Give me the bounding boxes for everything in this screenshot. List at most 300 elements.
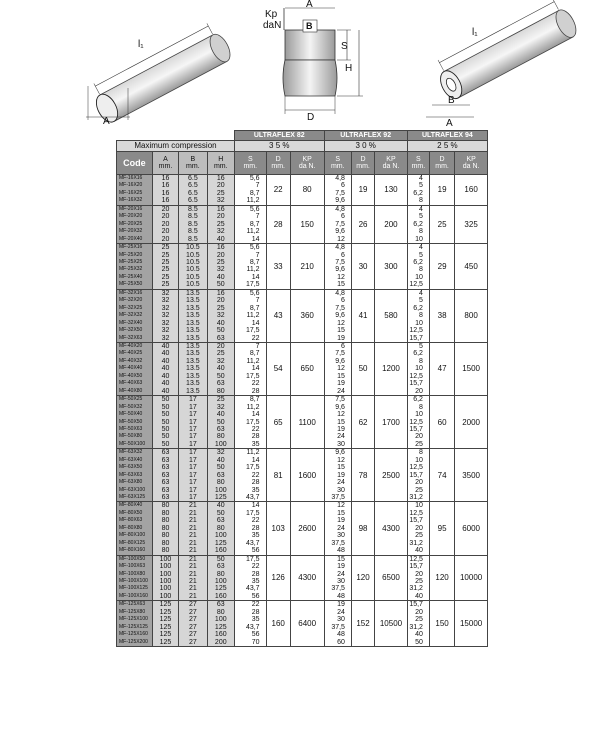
h-values-line: 25 xyxy=(216,396,225,404)
s-values-82 xyxy=(234,396,266,449)
s-values-82-line: 17,5 xyxy=(245,509,260,517)
s-values-82-line: 5,6 xyxy=(249,205,260,213)
kp-value-92: 300 xyxy=(375,244,408,290)
table-row xyxy=(117,601,488,647)
b-values-line: 17 xyxy=(188,479,197,487)
s-values-92-line: 48 xyxy=(337,592,345,600)
s-values-92-line: 19 xyxy=(337,563,345,571)
s-values-94-line: 6,2 xyxy=(413,350,423,358)
a-values-line: 80 xyxy=(161,539,170,547)
s-values-94-line: 8 xyxy=(419,266,423,274)
header-s-82: S mm. xyxy=(234,152,266,175)
s-values-94-line: 15,7 xyxy=(409,334,423,342)
kp-value-82: 80 xyxy=(290,175,324,206)
s-values-82 xyxy=(234,449,266,502)
kp-value-92: 580 xyxy=(375,289,408,342)
b-values-line: 21 xyxy=(188,555,197,563)
s-values-94 xyxy=(407,396,429,449)
b-values xyxy=(179,449,207,502)
s-values-94-line: 10 xyxy=(415,502,423,510)
code-list xyxy=(117,289,153,342)
b-values-line: 13.5 xyxy=(186,350,200,358)
code-list-line: MF-32X32 xyxy=(119,312,143,319)
b-values-line: 10.5 xyxy=(186,251,200,259)
table-row xyxy=(117,502,488,555)
s-values-94-line: 15,7 xyxy=(409,563,423,571)
s-values-92-line: 6 xyxy=(341,251,345,259)
s-values-92-line: 9,6 xyxy=(335,228,345,236)
s-values-94-line: 10 xyxy=(415,365,423,373)
b-values-line: 27 xyxy=(188,601,197,609)
code-list-line: MF-80X40 xyxy=(119,502,143,509)
a-values-line: 32 xyxy=(161,327,170,335)
a-values-line: 16 xyxy=(161,182,170,190)
kp-value-82: 6400 xyxy=(290,601,324,647)
header-d-94: D mm. xyxy=(429,152,454,175)
s-values-94 xyxy=(407,289,429,342)
code-list-line: MF-16X25 xyxy=(119,189,143,196)
kp-value-94: 3500 xyxy=(455,449,488,502)
s-values-94-line: 6,2 xyxy=(413,304,423,312)
s-values-92-line: 12 xyxy=(337,319,345,327)
s-values-82-line: 14 xyxy=(251,411,260,419)
code-list xyxy=(117,601,153,647)
s-values-94-line: 5 xyxy=(419,182,423,190)
h-values-line: 32 xyxy=(216,403,225,411)
s-values-94-line: 10 xyxy=(415,235,423,243)
s-values-92 xyxy=(324,205,351,243)
code-list xyxy=(117,175,153,206)
label-dan: daN xyxy=(263,20,282,31)
d-value-82: 54 xyxy=(266,342,290,395)
code-list-line: MF-100X125 xyxy=(119,585,148,592)
s-values-82-line: 5,6 xyxy=(249,175,260,182)
h-values-line: 63 xyxy=(216,601,225,609)
code-list-line: MF-80X50 xyxy=(119,509,143,516)
s-values-82 xyxy=(234,502,266,555)
code-list-line: MF-125X125 xyxy=(119,623,148,630)
s-values-92-line: 9,6 xyxy=(335,312,345,320)
h-values xyxy=(207,601,234,647)
label-a-left: A xyxy=(103,116,110,127)
s-values-94-line: 20 xyxy=(415,608,423,616)
s-values-94-line: 12,5 xyxy=(409,281,423,289)
s-values-82-line: 14 xyxy=(251,235,260,243)
a-values-line: 20 xyxy=(161,205,170,213)
a-values-line: 25 xyxy=(161,251,170,259)
header-code: Code xyxy=(117,152,153,175)
a-values-line: 25 xyxy=(161,258,170,266)
compression-82: 3 5 % xyxy=(234,141,324,152)
s-values-92-line: 4,8 xyxy=(335,244,345,252)
table-row xyxy=(117,205,488,243)
b-values-line: 13.5 xyxy=(186,289,200,297)
code-list-line: MF-32X40 xyxy=(119,319,143,326)
s-values-82-line: 28 xyxy=(251,608,260,616)
s-values-94-line: 8 xyxy=(419,312,423,320)
b-values-line: 10.5 xyxy=(186,266,200,274)
h-values-line: 40 xyxy=(216,502,225,510)
b-values xyxy=(179,555,207,601)
a-values xyxy=(152,175,178,206)
s-values-94-line: 40 xyxy=(415,547,423,555)
d-value-92: 78 xyxy=(351,449,374,502)
code-list-line: MF-125X200 xyxy=(119,638,148,645)
s-values-92 xyxy=(324,601,351,647)
s-values-94-line: 6,2 xyxy=(413,258,423,266)
s-values-92-line: 37,5 xyxy=(331,539,345,547)
s-values-92-line: 24 xyxy=(337,433,345,441)
s-values-82-line: 56 xyxy=(251,547,260,555)
s-values-92-line: 12 xyxy=(337,456,345,464)
code-list-line: MF-50X50 xyxy=(119,418,143,425)
s-values-92-line: 12 xyxy=(337,411,345,419)
d-value-92: 30 xyxy=(351,244,374,290)
s-values-82-line: 35 xyxy=(251,578,260,586)
b-values-line: 6.5 xyxy=(187,175,198,182)
h-values-line: 20 xyxy=(216,297,225,305)
s-values-82 xyxy=(234,244,266,290)
b-values xyxy=(179,396,207,449)
a-values-line: 50 xyxy=(161,403,170,411)
b-values-line: 13.5 xyxy=(186,319,200,327)
s-values-92-line: 24 xyxy=(337,479,345,487)
code-list-line: MF-125X63 xyxy=(119,601,146,608)
h-values-line: 40 xyxy=(216,235,225,243)
a-values xyxy=(152,502,178,555)
kp-value-92: 1200 xyxy=(375,342,408,395)
b-values xyxy=(179,502,207,555)
a-values-line: 80 xyxy=(161,509,170,517)
kp-value-94: 450 xyxy=(455,244,488,290)
b-values-line: 6.5 xyxy=(187,182,198,190)
s-values-94-line: 31,2 xyxy=(409,494,423,502)
a-values-line: 32 xyxy=(161,289,170,297)
b-values-line: 17 xyxy=(188,494,197,502)
b-values xyxy=(179,601,207,647)
d-value-82: 103 xyxy=(266,502,290,555)
s-values-94-line: 12,5 xyxy=(409,327,423,335)
kp-value-82: 1600 xyxy=(290,449,324,502)
b-values xyxy=(179,205,207,243)
code-list-line: MF-50X32 xyxy=(119,403,143,410)
s-values-82 xyxy=(234,601,266,647)
code-list-line: MF-63X100 xyxy=(119,486,146,493)
s-values-82-line: 8,7 xyxy=(249,304,260,312)
d-value-92: 62 xyxy=(351,396,374,449)
b-values-line: 13.5 xyxy=(186,380,200,388)
s-values-92-line: 7,5 xyxy=(335,350,345,358)
figure-block-middle xyxy=(255,0,395,128)
b-values-line: 13.5 xyxy=(186,357,200,365)
b-values xyxy=(179,175,207,206)
h-values xyxy=(207,502,234,555)
h-values-line: 50 xyxy=(216,464,225,472)
kp-value-82: 4300 xyxy=(290,555,324,601)
s-values-82-line: 35 xyxy=(251,440,260,448)
code-list-line: MF-100X63 xyxy=(119,563,146,570)
h-values-line: 125 xyxy=(214,623,227,631)
code-list-line: MF-80X125 xyxy=(119,539,146,546)
label-b-middle: B xyxy=(306,21,313,31)
s-values-82-line: 11,2 xyxy=(246,266,260,274)
label-l-right: l₁ xyxy=(472,27,478,38)
s-values-94 xyxy=(407,175,429,206)
a-values-line: 16 xyxy=(161,175,170,182)
b-values-line: 21 xyxy=(188,502,197,510)
b-values-line: 17 xyxy=(188,403,197,411)
s-values-94-line: 10 xyxy=(415,273,423,281)
b-values-line: 21 xyxy=(188,547,197,555)
b-values-line: 10.5 xyxy=(186,244,200,252)
s-values-94-line: 20 xyxy=(415,433,423,441)
h-values-line: 160 xyxy=(214,631,227,639)
h-values-line: 100 xyxy=(214,578,227,586)
a-values-line: 80 xyxy=(161,547,170,555)
s-values-82-line: 17,5 xyxy=(245,555,260,563)
s-values-94 xyxy=(407,449,429,502)
s-values-82-line: 8,7 xyxy=(249,350,260,358)
b-values-line: 13.5 xyxy=(186,327,200,335)
a-values-line: 125 xyxy=(159,608,172,616)
s-values-94-line: 40 xyxy=(415,592,423,600)
a-values-line: 125 xyxy=(159,601,172,609)
s-values-94 xyxy=(407,342,429,395)
h-values-line: 40 xyxy=(216,365,225,373)
d-value-82: 43 xyxy=(266,289,290,342)
b-values-line: 17 xyxy=(188,425,197,433)
table-row xyxy=(117,342,488,395)
kp-value-94: 6000 xyxy=(455,502,488,555)
s-values-82-line: 5,6 xyxy=(249,244,260,252)
h-values-line: 25 xyxy=(216,258,225,266)
a-values-line: 63 xyxy=(161,456,170,464)
h-values-line: 32 xyxy=(216,197,225,205)
a-values xyxy=(152,205,178,243)
a-values xyxy=(152,555,178,601)
label-l-left: l₁ xyxy=(138,39,144,50)
a-values-line: 125 xyxy=(159,616,172,624)
kp-value-82: 210 xyxy=(290,244,324,290)
h-values-line: 100 xyxy=(214,616,227,624)
s-values-94-line: 20 xyxy=(415,479,423,487)
figure-cylinder-right xyxy=(410,0,600,128)
code-list-line: MF-16X32 xyxy=(119,197,143,204)
code-list-line: MF-125X160 xyxy=(119,631,148,638)
kp-value-94: 1500 xyxy=(455,342,488,395)
d-value-94: 60 xyxy=(429,396,454,449)
s-values-94-line: 4 xyxy=(419,244,423,252)
b-values-line: 8.5 xyxy=(187,205,198,213)
a-values-line: 16 xyxy=(161,189,170,197)
a-values-line: 50 xyxy=(161,411,170,419)
s-values-94-line: 8 xyxy=(419,357,423,365)
code-list-line: MF-50X40 xyxy=(119,411,143,418)
h-values xyxy=(207,175,234,206)
s-values-94-line: 31,2 xyxy=(409,623,423,631)
s-values-94-line: 12,5 xyxy=(409,418,423,426)
h-values-line: 50 xyxy=(216,418,225,426)
s-values-94-line: 15,7 xyxy=(409,471,423,479)
label-a-right: A xyxy=(446,118,453,128)
a-values-line: 20 xyxy=(161,220,170,228)
code-list-line: MF-25X20 xyxy=(119,251,143,258)
b-values-line: 27 xyxy=(188,638,197,646)
a-values-line: 125 xyxy=(159,623,172,631)
s-values-94-line: 6,2 xyxy=(413,220,423,228)
a-values-line: 32 xyxy=(161,312,170,320)
s-values-92 xyxy=(324,342,351,395)
header-d-82: D mm. xyxy=(266,152,290,175)
h-values-line: 80 xyxy=(216,524,225,532)
b-values-line: 27 xyxy=(188,608,197,616)
s-values-82-line: 14 xyxy=(251,456,260,464)
b-values-line: 21 xyxy=(188,585,197,593)
s-values-92-line: 12 xyxy=(337,365,345,373)
b-values-line: 21 xyxy=(188,509,197,517)
kp-value-94: 800 xyxy=(455,289,488,342)
h-values xyxy=(207,555,234,601)
s-values-94 xyxy=(407,555,429,601)
s-values-94-line: 20 xyxy=(415,524,423,532)
a-values-line: 100 xyxy=(159,555,172,563)
spec-table-container xyxy=(116,130,488,647)
code-list-line: MF-40X80 xyxy=(119,387,143,394)
s-values-82-line: 8,7 xyxy=(249,258,260,266)
s-values-94 xyxy=(407,244,429,290)
s-values-92 xyxy=(324,244,351,290)
a-values-line: 125 xyxy=(159,631,172,639)
s-values-94-line: 8 xyxy=(419,403,423,411)
s-values-82-line: 28 xyxy=(251,479,260,487)
s-values-92-line: 7,5 xyxy=(335,304,345,312)
h-values-line: 80 xyxy=(216,570,225,578)
d-value-94: 19 xyxy=(429,175,454,206)
h-values xyxy=(207,342,234,395)
code-list-line: MF-80X100 xyxy=(119,532,146,539)
s-values-92-line: 9,6 xyxy=(335,357,345,365)
s-values-94-line: 15,7 xyxy=(409,601,423,609)
code-list-line: MF-20X40 xyxy=(119,235,143,242)
h-values-line: 63 xyxy=(216,471,225,479)
s-values-82 xyxy=(234,175,266,206)
b-values-line: 21 xyxy=(188,570,197,578)
a-values xyxy=(152,396,178,449)
s-values-94-line: 12,5 xyxy=(409,372,423,380)
d-value-92: 120 xyxy=(351,555,374,601)
s-values-92-line: 15 xyxy=(337,372,345,380)
a-values-line: 40 xyxy=(161,372,170,380)
header-s-94: S mm. xyxy=(407,152,429,175)
label-h: H xyxy=(345,63,353,74)
code-list-line: MF-100X50 xyxy=(119,555,146,562)
s-values-82-line: 17,5 xyxy=(245,281,260,289)
b-values-line: 10.5 xyxy=(186,281,200,289)
b-values xyxy=(179,244,207,290)
product-ultraflex-82: ULTRAFLEX 82 xyxy=(234,131,324,141)
a-values-line: 16 xyxy=(161,197,170,205)
s-values-92-line: 9,6 xyxy=(335,449,345,457)
code-list xyxy=(117,205,153,243)
s-values-92-line: 9,6 xyxy=(335,403,345,411)
s-values-82-line: 35 xyxy=(251,616,260,624)
h-values-line: 25 xyxy=(216,220,225,228)
d-value-82: 28 xyxy=(266,205,290,243)
h-values-line: 32 xyxy=(216,312,225,320)
a-values-line: 20 xyxy=(161,235,170,243)
s-values-92 xyxy=(324,289,351,342)
h-values-line: 200 xyxy=(214,638,227,646)
s-values-82-line: 14 xyxy=(251,365,260,373)
kp-value-82: 150 xyxy=(290,205,324,243)
kp-value-82: 1100 xyxy=(290,396,324,449)
h-values-line: 50 xyxy=(216,281,225,289)
h-values-line: 16 xyxy=(216,175,225,182)
b-values-line: 27 xyxy=(188,616,197,624)
kp-value-94: 325 xyxy=(455,205,488,243)
s-values-92-line: 15 xyxy=(337,509,345,517)
b-values-line: 17 xyxy=(188,449,197,457)
s-values-94-line: 25 xyxy=(415,578,423,586)
s-values-94-line: 25 xyxy=(415,486,423,494)
h-values xyxy=(207,244,234,290)
b-values-line: 13.5 xyxy=(186,304,200,312)
code-list-line: MF-40X63 xyxy=(119,380,143,387)
a-values-line: 80 xyxy=(161,517,170,525)
s-values-94-line: 10 xyxy=(415,456,423,464)
a-values-line: 40 xyxy=(161,380,170,388)
b-values-line: 27 xyxy=(188,623,197,631)
kp-value-92: 1700 xyxy=(375,396,408,449)
label-d: D xyxy=(307,112,315,123)
s-values-82-line: 22 xyxy=(251,425,260,433)
b-values-line: 17 xyxy=(188,418,197,426)
code-list-line: MF-100X100 xyxy=(119,578,148,585)
s-values-94-line: 12,5 xyxy=(409,509,423,517)
h-values-line: 25 xyxy=(216,304,225,312)
code-list-line: MF-25X40 xyxy=(119,273,143,280)
code-list-line: MF-40X20 xyxy=(119,342,143,349)
d-value-94: 95 xyxy=(429,502,454,555)
b-values-line: 17 xyxy=(188,396,197,404)
code-list-line: MF-63X50 xyxy=(119,464,143,471)
s-values-82-line: 43,7 xyxy=(245,494,260,502)
header-h: H mm. xyxy=(207,152,234,175)
s-values-92-line: 24 xyxy=(337,570,345,578)
s-values-92-line: 12 xyxy=(337,235,345,243)
s-values-92-line: 7,5 xyxy=(335,189,345,197)
d-value-82: 81 xyxy=(266,449,290,502)
s-values-94-line: 40 xyxy=(415,631,423,639)
s-values-92-line: 9,6 xyxy=(335,197,345,205)
h-values-line: 125 xyxy=(214,494,227,502)
a-values-line: 50 xyxy=(161,418,170,426)
s-values-92-line: 6 xyxy=(341,182,345,190)
a-values-line: 100 xyxy=(159,592,172,600)
s-values-82-line: 11,2 xyxy=(246,449,260,457)
b-values-line: 13.5 xyxy=(186,312,200,320)
code-list-line: MF-63X40 xyxy=(119,456,143,463)
s-values-94-line: 25 xyxy=(415,440,423,448)
d-value-94: 25 xyxy=(429,205,454,243)
b-values-line: 21 xyxy=(188,563,197,571)
a-values-line: 25 xyxy=(161,281,170,289)
a-values-line: 50 xyxy=(161,433,170,441)
a-values-line: 125 xyxy=(159,638,172,646)
s-values-82-line: 28 xyxy=(251,524,260,532)
s-values-82-line: 28 xyxy=(251,387,260,395)
header-kp-82: KP da N. xyxy=(290,152,324,175)
